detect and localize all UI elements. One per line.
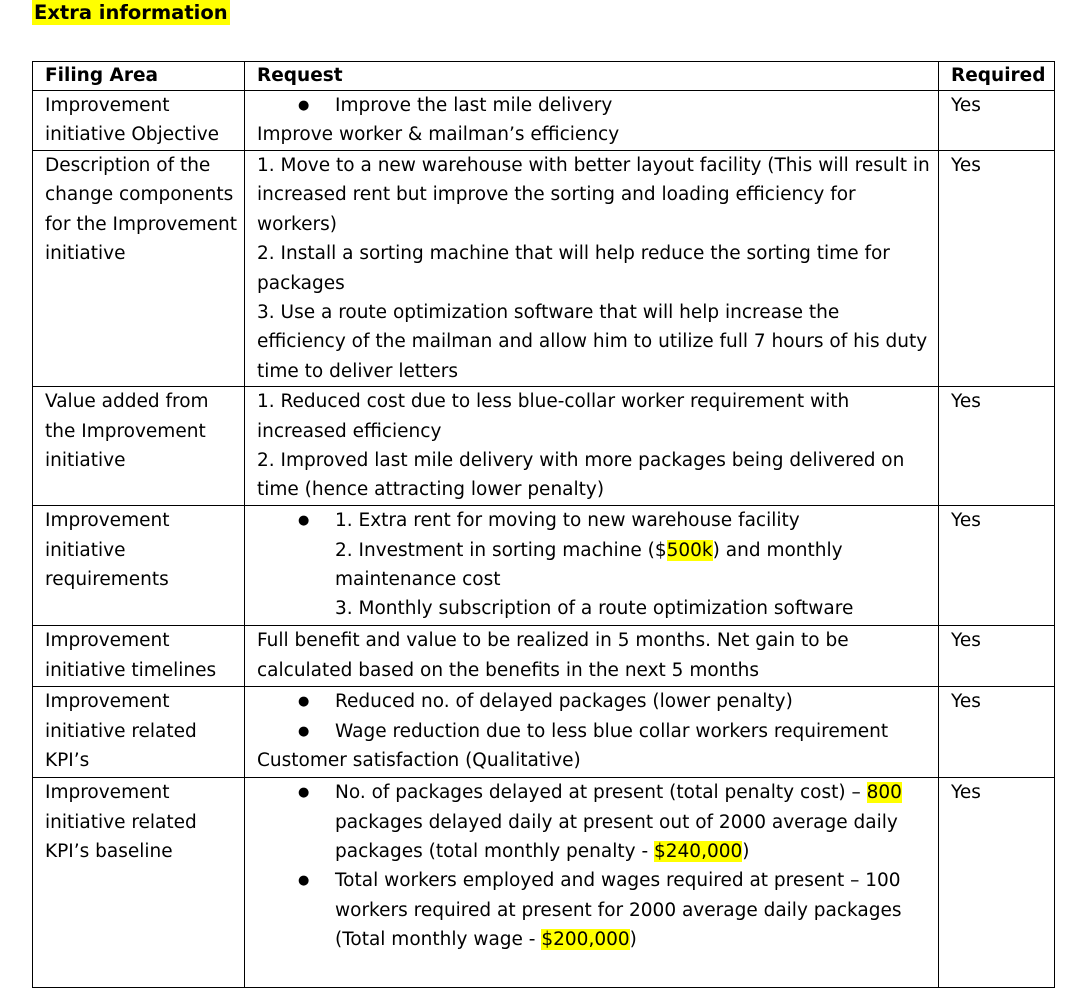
request-cell xyxy=(245,778,939,988)
request-line: Customer satisfaction (Qualitative) xyxy=(257,750,581,772)
highlighted-value: $240,000 xyxy=(654,841,743,863)
request-line: 1. Move to a new warehouse with better layout facility (This will result in increased rent but improve the sorting and loading efficiency for workers) xyxy=(257,155,930,235)
required-cell: Yes xyxy=(939,778,1055,988)
table-row xyxy=(33,387,1055,506)
list-item: ● Improve the last mile delivery xyxy=(335,91,932,120)
required-cell: Yes xyxy=(939,151,1055,387)
request-line: Full benefit and value to be realized in 5 months. Net gain to be calculated based on the benefits in the next 5 months xyxy=(257,630,849,681)
filing-area-cell: Improvement initiative requirements xyxy=(33,506,245,626)
list-item xyxy=(335,506,932,624)
column-header-request: Request xyxy=(245,62,939,91)
request-line: 1. Reduced cost due to less blue-collar worker requirement with increased efficiency xyxy=(257,391,850,442)
list-item: ● No. of packages delayed at present (total penalty cost) – 800 packages delayed daily at present out of 2000 average daily packages (total monthly penalty - $240,000) xyxy=(335,778,932,866)
required-cell: Yes xyxy=(939,506,1055,626)
table-row xyxy=(33,91,1055,151)
request-cell xyxy=(245,506,939,626)
request-cell xyxy=(245,151,939,387)
list-item: ● Reduced no. of delayed packages (lower penalty) xyxy=(335,687,932,716)
required-cell: Yes xyxy=(939,91,1055,151)
filing-area-cell: Improvement initiative related KPI’s xyxy=(33,687,245,778)
list-item: ● Wage reduction due to less blue collar workers requirement xyxy=(335,717,932,746)
request-line: 3. Use a route optimization software that will help increase the efficiency of the mailman and allow him to utilize full 7 hours of his duty time to deliver letters xyxy=(257,302,928,382)
request-line: 2. Install a sorting machine that will help reduce the sorting time for packages xyxy=(257,243,890,294)
request-cell xyxy=(245,626,939,687)
bullet-list xyxy=(257,91,932,120)
table-row xyxy=(33,151,1055,387)
table-row xyxy=(33,687,1055,778)
table-row xyxy=(33,506,1055,626)
extra-information-table xyxy=(32,61,1055,988)
request-line: 2. Improved last mile delivery with more packages being delivered on time (hence attracting lower penalty) xyxy=(257,450,905,501)
request-line: 2. Investment in sorting machine ($500k) and monthly maintenance cost xyxy=(335,539,843,591)
request-cell xyxy=(245,387,939,506)
request-line: 3. Monthly subscription of a route optimization software xyxy=(335,598,854,620)
required-cell: Yes xyxy=(939,387,1055,506)
filing-area-cell: Improvement initiative related KPI’s baseline xyxy=(33,778,245,988)
filing-area-cell: Value added from the Improvement initiative xyxy=(33,387,245,506)
table-header-row xyxy=(33,62,1055,91)
highlighted-value: 800 xyxy=(866,782,902,804)
bullet-list xyxy=(257,506,932,624)
filing-area-cell: Description of the change components for the Improvement initiative xyxy=(33,151,245,387)
table-row xyxy=(33,778,1055,988)
highlighted-value: $200,000 xyxy=(541,929,630,951)
list-item: ● Total workers employed and wages required at present – 100 workers required at present for 2000 average daily packages (Total monthly wage - $200,000) xyxy=(335,866,932,954)
filing-area-cell: Improvement initiative timelines xyxy=(33,626,245,687)
column-header-filing-area: Filing Area xyxy=(33,62,245,91)
highlighted-value: 500k xyxy=(666,539,713,561)
page-title: Extra information xyxy=(34,1,228,24)
table-row xyxy=(33,626,1055,687)
column-header-required: Required xyxy=(939,62,1055,91)
bullet-list xyxy=(257,778,932,954)
filing-area-cell: Improvement initiative Objective xyxy=(33,91,245,151)
request-line: Improve worker & mailman’s efficiency xyxy=(257,124,620,146)
request-cell xyxy=(245,687,939,778)
request-line: ● 1. Extra rent for moving to new warehouse facility xyxy=(335,510,800,532)
bullet-list xyxy=(257,687,932,746)
request-cell xyxy=(245,91,939,151)
required-cell: Yes xyxy=(939,687,1055,778)
required-cell: Yes xyxy=(939,626,1055,687)
